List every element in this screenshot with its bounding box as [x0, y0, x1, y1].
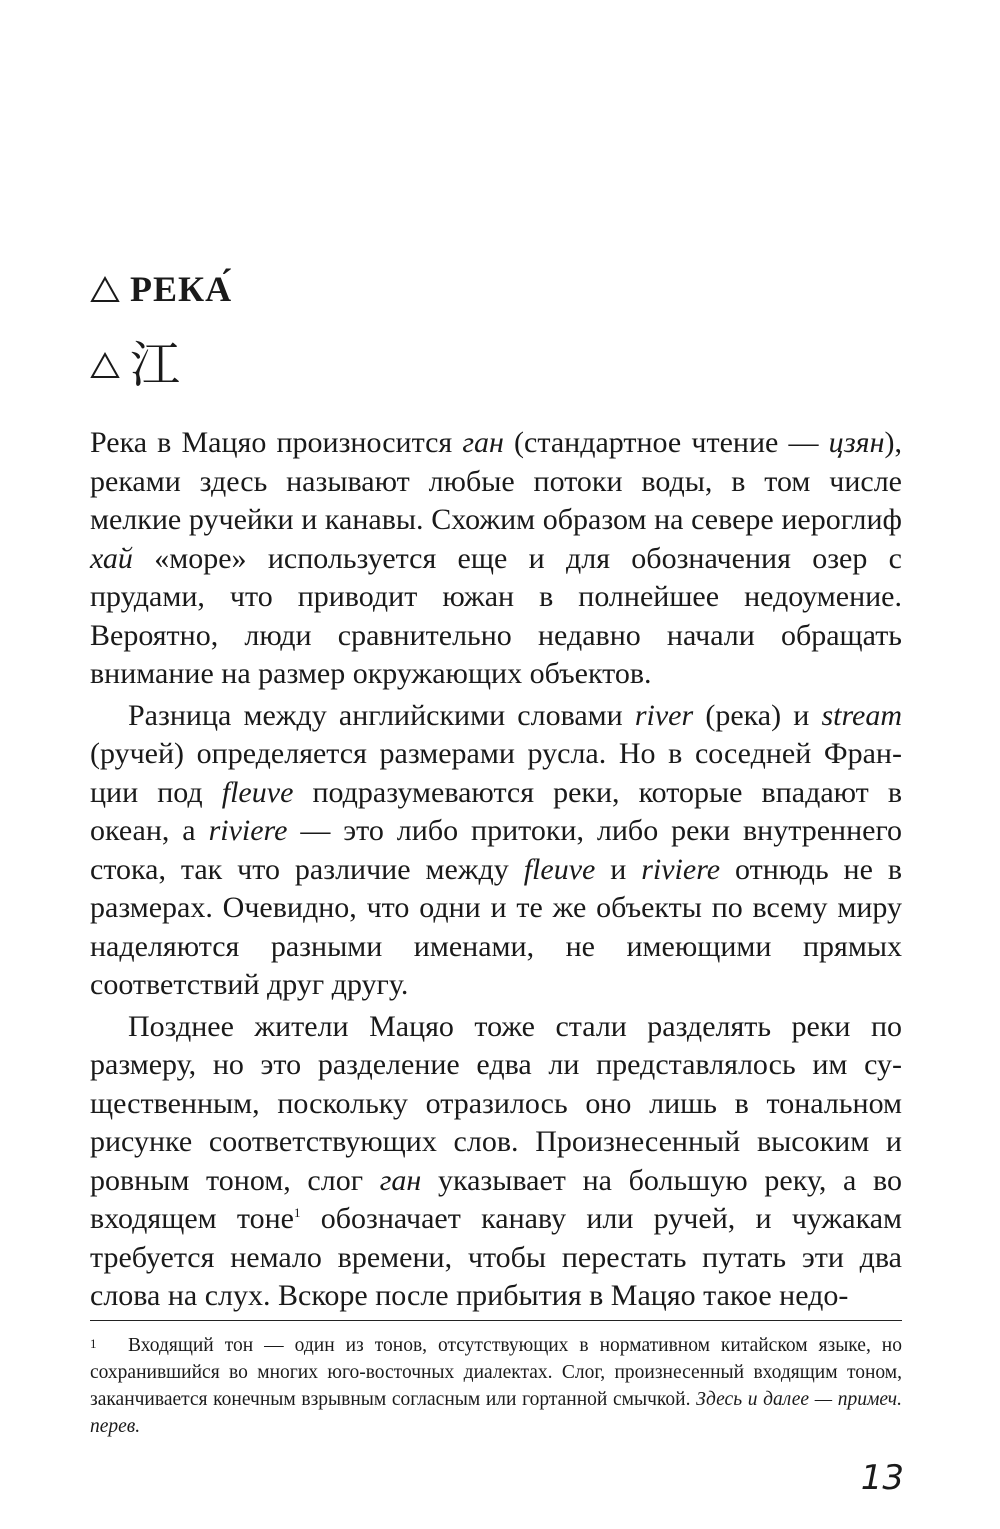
footnote-reference: 1: [293, 1205, 301, 1220]
italic-term: ган: [379, 1163, 422, 1197]
text-run: ), реками здесь называют любые потоки воды, в том числе мелкие ручейки и канавы. Схожим образом на севере иероглиф: [90, 426, 902, 536]
triangle-outline-icon: [90, 350, 120, 380]
text-run: обозначает канаву или ручей, и чужакам требуется немало времени, чтобы перестать путать эти два слова на слух. Вскоре после прибытия в Мацяо такое недо-: [90, 1202, 902, 1312]
text-run: Разница между английскими словами: [128, 698, 635, 732]
hanzi-character: 江: [130, 336, 180, 394]
footnote-divider: [90, 1320, 902, 1321]
body-text: [90, 424, 902, 1316]
italic-term: fleuve: [523, 852, 596, 886]
text-run: — это либо притоки, либо реки внутреннего стока, так что различие между: [90, 814, 902, 886]
italic-term: ган: [462, 426, 504, 459]
text-run: (река) и: [693, 698, 822, 732]
italic-term: хай: [90, 541, 133, 575]
italic-term: fleuve: [221, 775, 294, 809]
text-run: и: [595, 852, 642, 886]
page-number: 13: [860, 1458, 904, 1498]
paragraph-3: [90, 1008, 902, 1316]
italic-term: stream: [821, 698, 902, 732]
italic-term: Здесь и далее — примеч. перев.: [90, 1389, 902, 1437]
footnote: [90, 1332, 902, 1440]
section-heading: [90, 268, 232, 310]
text-run: (ручей) определяется размерами русла. Но в соседней Франции под: [90, 737, 902, 809]
footnote-marker: 1: [90, 1336, 97, 1351]
text-run: указывает на большую реку, а во входящем тоне: [90, 1163, 902, 1235]
italic-term: riviere: [208, 814, 288, 847]
text-run: отнюдь не в размерах. Очевидно, что одни и те же объекты по всему миру наделяются разными именами, не имеющими прямых соответствий друг другу.: [90, 852, 903, 1001]
paragraph-1: [90, 424, 902, 694]
italic-term: riviere: [641, 852, 721, 886]
text-run: Река в Мацяо произносится: [90, 426, 463, 459]
text-run: подразумеваются реки, которые впадают в океан, а: [90, 775, 903, 847]
text-run: «море» используется еще и для обозначения озер с прудами, что приводит южан в полнейшее недоумение. Вероятно, люди сравнительно недавно начали обращать внимание на размер окружающих объектов.: [90, 541, 902, 690]
text-run: Входящий тон — один из тонов, отсутствующих в нормативном китайском языке, но сохранившийся во многих юго-восточных диалектах. Слог, произнесенный входящим тоном, заканчивается конечным взрывным согласным или гортанной смычкой.: [90, 1335, 902, 1410]
text-run: (стандартное чтение —: [503, 426, 829, 459]
hanzi-heading: [90, 336, 180, 394]
text-run: Позднее жители Мацяо тоже стали разделять реки по размеру, но это разделение едва ли представлялось им существенным, поскольку отразилось оно лишь в тональном рисунке соответствующих слов. Произнесенный высоким и ровным тоном, слог: [90, 1009, 902, 1197]
italic-term: river: [634, 698, 694, 732]
section-title: РЕКА́: [130, 269, 233, 309]
paragraph-2: [90, 697, 902, 1005]
footnote-text: [90, 1335, 902, 1437]
italic-term: цзян: [828, 426, 885, 459]
triangle-outline-icon: [90, 274, 120, 304]
